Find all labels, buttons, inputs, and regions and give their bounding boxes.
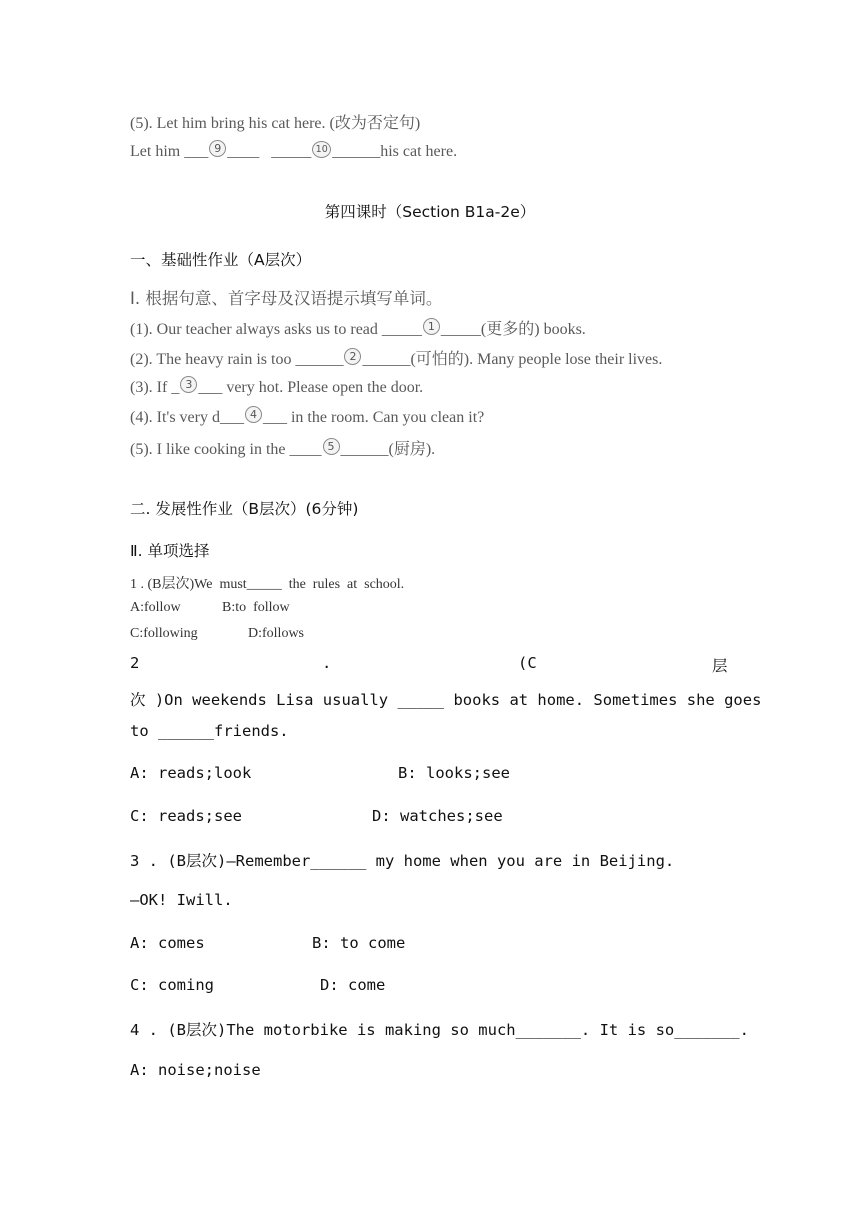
mc-q2-option-d: D: watches;see xyxy=(372,807,503,825)
mc-q1-option-a: A:follow xyxy=(130,600,181,615)
mc-question-4: 4 . (B层次)The motorbike is making so much_______. It is so_______. xyxy=(130,1021,749,1039)
mc-q3-option-c: C: coming xyxy=(130,976,214,994)
mc-question-1: 1 . (B层次)We must_____ the rules at school. xyxy=(130,577,405,592)
item-post: _____(更多的) books. xyxy=(440,321,586,338)
mc-q2-dot: . xyxy=(322,654,332,672)
part2-subheading: Ⅱ. 单项选择 xyxy=(130,542,210,560)
mc-q2-level-b: 层 xyxy=(712,657,728,675)
mc-q3-option-d: D: come xyxy=(320,976,386,994)
item-pre: (2). The heavy rain is too ______ xyxy=(130,351,344,368)
answer-blank: ____ _____ xyxy=(227,143,312,160)
mc-q3-option-a: A: comes xyxy=(130,934,205,952)
mc-q2-option-a: A: reads;look xyxy=(130,764,252,782)
mc-q3-option-b: B: to come xyxy=(312,934,406,952)
answer-text: Let him ___ xyxy=(130,143,209,160)
circle-number-3: 3 xyxy=(180,376,197,393)
mc-q1-option-d: D:follows xyxy=(248,626,304,641)
question-5-negative: (5). Let him bring his cat here. (改为否定句) xyxy=(130,115,421,132)
mc-q1-option-b: B:to follow xyxy=(222,600,290,615)
circle-number-1: 1 xyxy=(423,318,440,335)
mc-q3-reply: —OK! Iwill. xyxy=(130,891,233,909)
answer-text: ______his cat here. xyxy=(332,143,458,160)
fill-item-2 xyxy=(130,346,662,369)
mc-q2-option-c: C: reads;see xyxy=(130,807,242,825)
item-pre: (3). If _ xyxy=(130,379,180,396)
item-post: ______(厨房). xyxy=(340,441,436,458)
mc-q1-option-c: C:following xyxy=(130,626,198,641)
circle-number-5: 5 xyxy=(323,438,340,455)
circle-number-9: 9 xyxy=(209,140,226,157)
question-5-answer-line xyxy=(130,140,457,161)
mc-q2-level-a: (C xyxy=(518,654,537,672)
mc-q2-option-b: B: looks;see xyxy=(398,764,510,782)
mc-q2-number: 2 xyxy=(130,654,140,672)
circle-number-4: 4 xyxy=(245,406,262,423)
lesson-title: 第四课时（Section B1a-2e） xyxy=(324,203,536,221)
mc-question-2-line2: 次 )On weekends Lisa usually _____ books at home. Sometimes she goes xyxy=(130,691,762,709)
mc-question-2-line3: to ______friends. xyxy=(130,722,289,740)
item-post: ______(可怕的). Many people lose their lives. xyxy=(362,351,663,368)
fill-item-1 xyxy=(130,316,586,339)
item-pre: (1). Our teacher always asks us to read _____ xyxy=(130,321,422,338)
item-pre: (5). I like cooking in the ____ xyxy=(130,441,322,458)
fill-item-3 xyxy=(130,376,423,397)
part2-heading: 二. 发展性作业（B层次）(6分钟) xyxy=(130,500,359,518)
fill-item-5 xyxy=(130,436,435,459)
part1-heading: 一、基础性作业（A层次） xyxy=(130,251,312,269)
part1-subheading: I. 根据句意、首字母及汉语提示填写单词。 xyxy=(130,289,443,308)
item-pre: (4). It's very d___ xyxy=(130,409,244,426)
item-post: ___ in the room. Can you clean it? xyxy=(262,409,485,426)
fill-item-4 xyxy=(130,406,484,427)
circle-number-10: 10 xyxy=(312,141,331,158)
circle-number-2: 2 xyxy=(344,348,361,365)
item-post: ___ very hot. Please open the door. xyxy=(198,379,424,396)
mc-question-3: 3 . (B层次)—Remember______ my home when you are in Beijing. xyxy=(130,852,675,870)
mc-q4-option-a: A: noise;noise xyxy=(130,1061,261,1079)
